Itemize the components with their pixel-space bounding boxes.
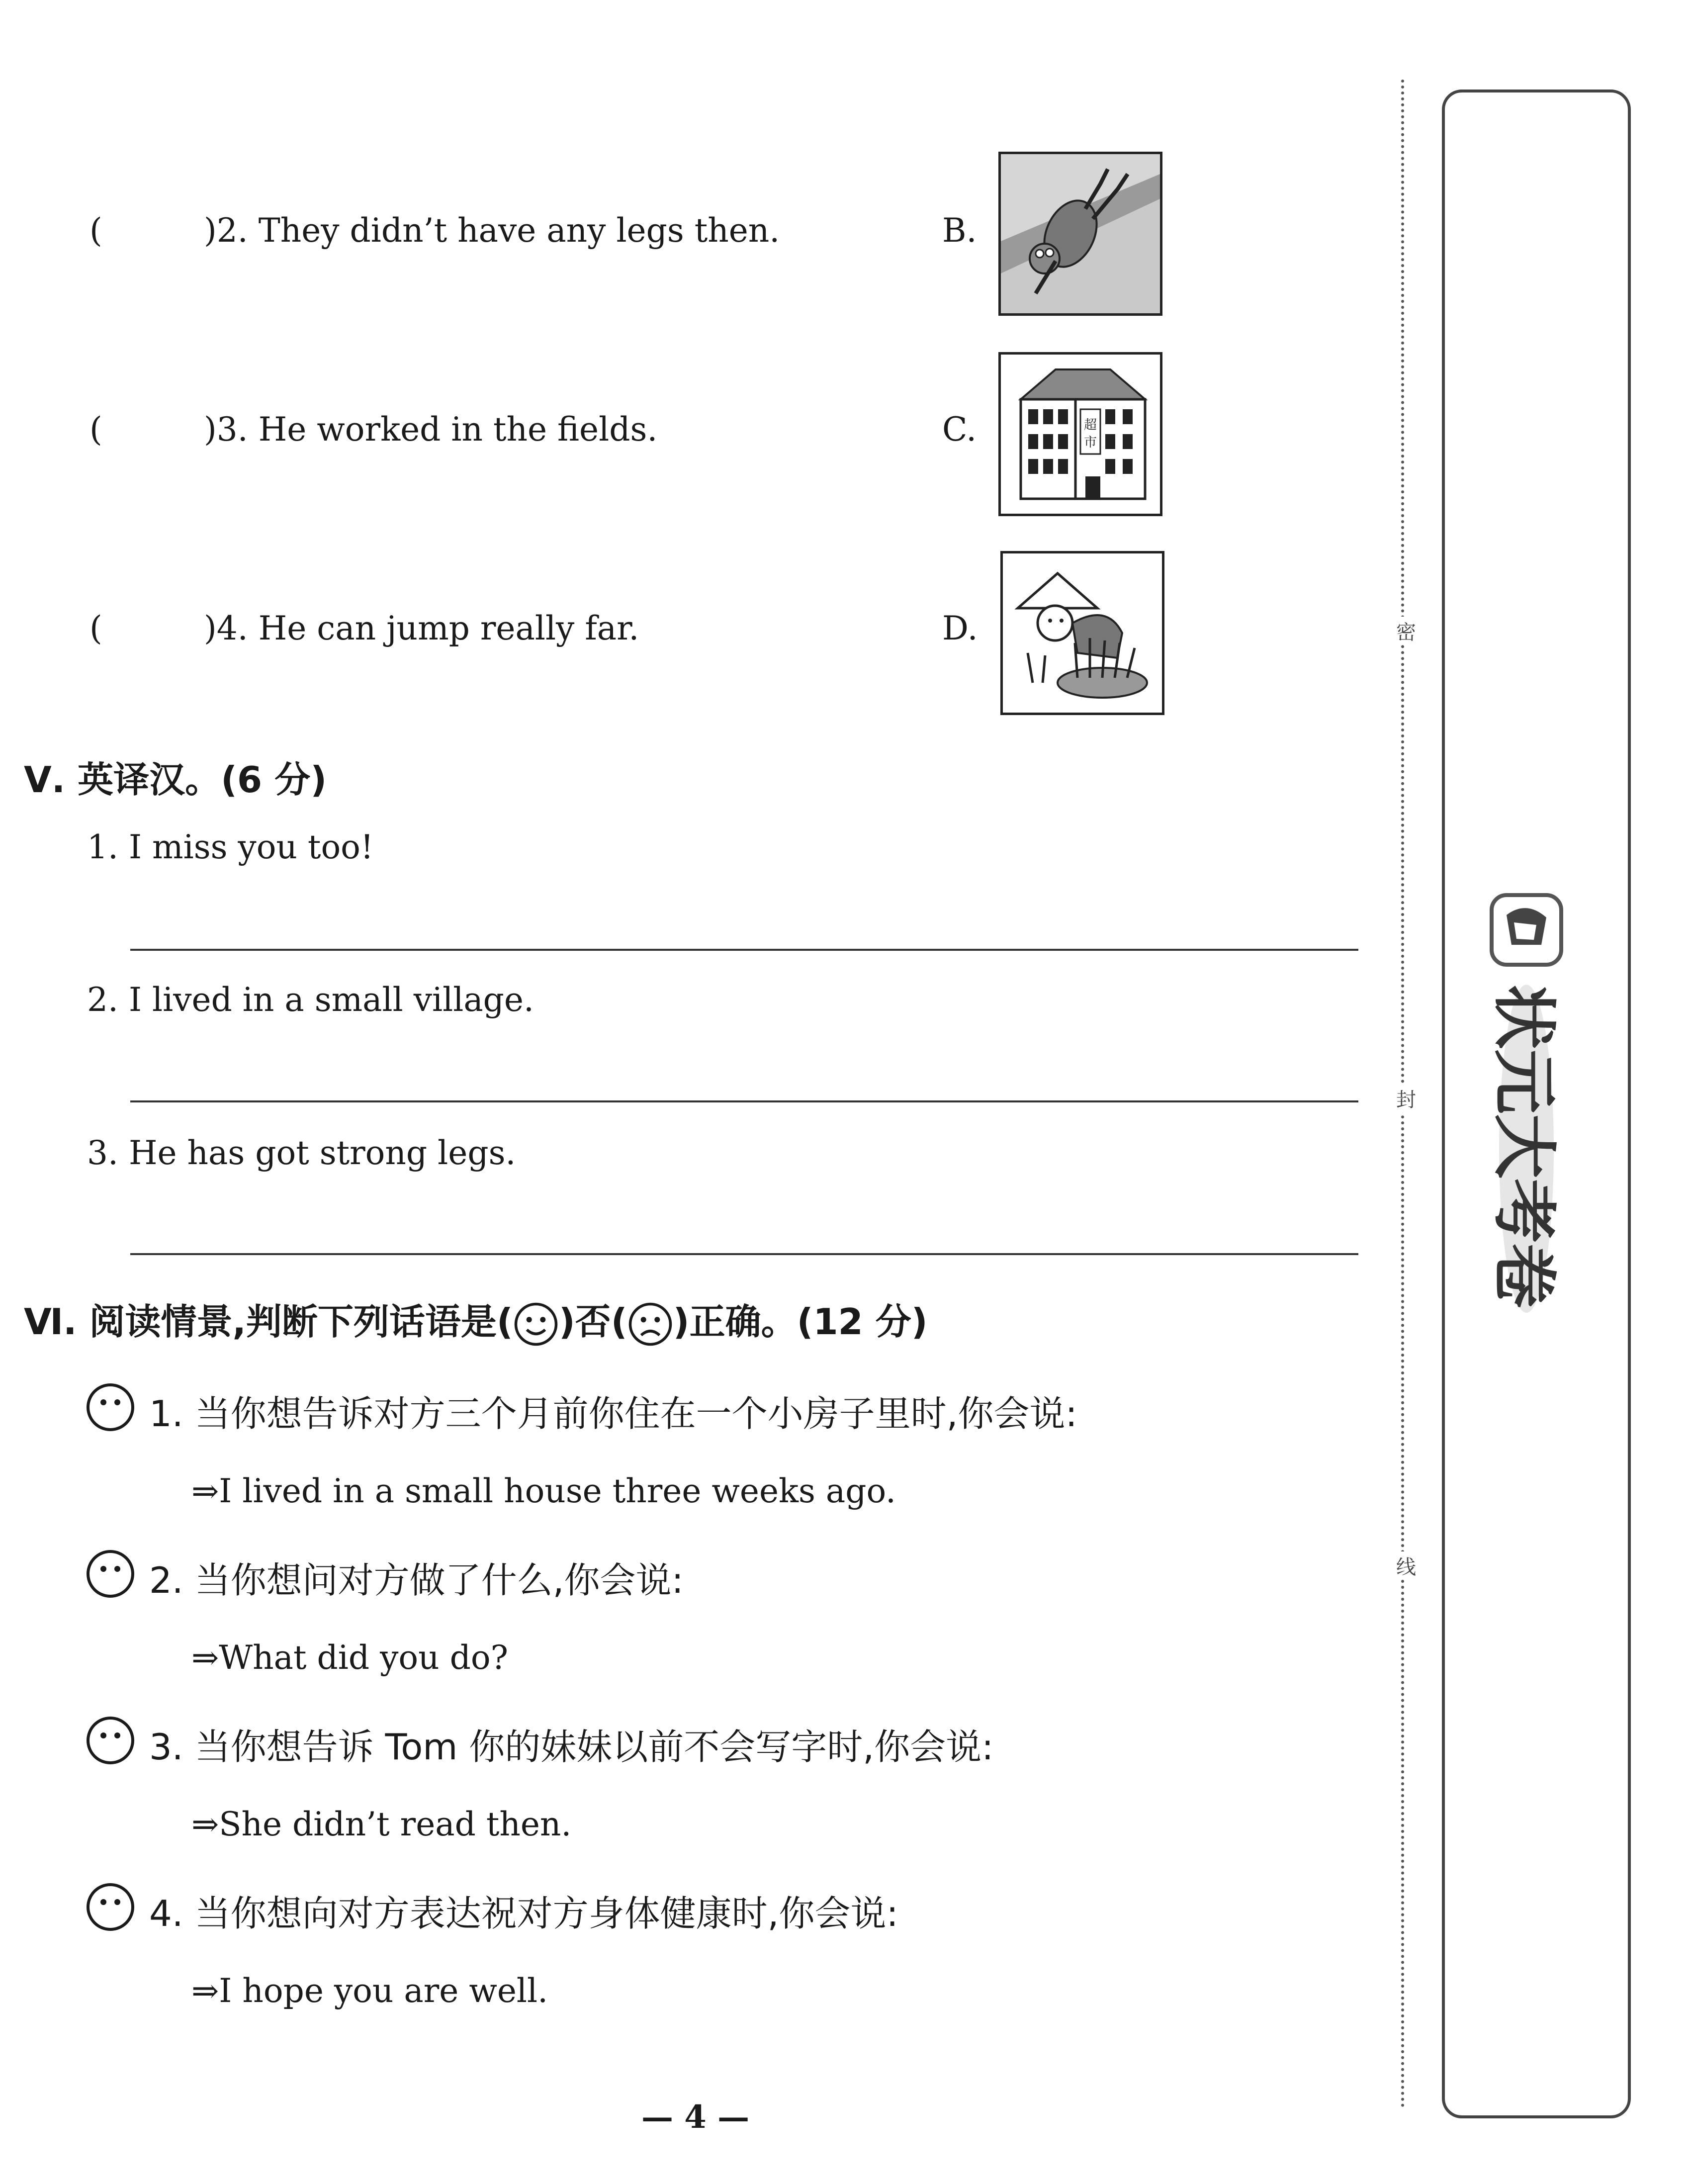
answer-paren[interactable]: (: [89, 410, 102, 449]
response-4: ⇒I hope you are well.: [191, 1972, 548, 2010]
seal-mark: 线: [1396, 1551, 1416, 1580]
blank-face-icon[interactable]: [86, 1549, 135, 1599]
scenario-4: 4. 当你想向对方表达祝对方身体健康时,你会说:: [149, 1893, 898, 1934]
farmer-picture: [1000, 551, 1164, 715]
page-number: — 4 —: [641, 2098, 750, 2136]
seal-mark: 封: [1396, 1084, 1416, 1112]
blank-face-icon[interactable]: [86, 1882, 135, 1932]
brand-name-text: 状元大考卷: [1486, 985, 1562, 1308]
frog-picture: [998, 152, 1162, 316]
matching-item-2: ( )2. They didn’t have any legs then.: [89, 211, 780, 250]
answer-line-1[interactable]: [130, 949, 1358, 951]
translate-item-2: 2. I lived in a small village.: [87, 981, 534, 1019]
blank-face-icon[interactable]: [86, 1716, 135, 1765]
supermarket-sign-line2: 市: [1083, 435, 1097, 450]
translate-item-1: 1. I miss you too!: [87, 828, 374, 866]
section-5-title: Ⅴ. 英译汉。(6 分): [24, 759, 327, 801]
blank-face-icon[interactable]: [86, 1382, 135, 1432]
response-2: ⇒What did you do?: [191, 1638, 508, 1677]
scenario-2: 2. 当你想问对方做了什么,你会说:: [149, 1559, 684, 1601]
matching-item-3: ( )3. He worked in the fields.: [89, 410, 658, 449]
brand-logo-icon: [1487, 890, 1566, 970]
option-letter-d: D.: [942, 609, 978, 647]
translate-item-3: 3. He has got strong legs.: [87, 1134, 516, 1172]
option-letter-b: B.: [942, 211, 977, 250]
answer-line-2[interactable]: [130, 1100, 1358, 1102]
section-6-title: Ⅵ. 阅读情景,判断下列话语是( )否( )正确。(12 分): [24, 1293, 928, 1347]
option-letter-c: C.: [942, 410, 977, 449]
supermarket-sign-line1: 超: [1083, 418, 1097, 433]
brand-name-logo: [1482, 975, 1581, 1323]
matching-item-4: ( )4. He can jump really far.: [89, 609, 639, 647]
scenario-3: 3. 当你想告诉 Tom 你的妹妹以前不会写字时,你会说:: [149, 1726, 994, 1768]
response-1: ⇒I lived in a small house three weeks ago.: [191, 1472, 896, 1510]
smile-face-icon: [513, 1301, 559, 1347]
answer-paren[interactable]: (: [89, 609, 102, 647]
answer-paren[interactable]: (: [89, 211, 102, 250]
matching-text: 3. He worked in the fields.: [216, 410, 658, 449]
supermarket-picture: [998, 352, 1162, 516]
scenario-1: 1. 当你想告诉对方三个月前你住在一个小房子里时,你会说:: [149, 1393, 1077, 1435]
sad-face-icon: [627, 1301, 673, 1347]
matching-text: 2. They didn’t have any legs then.: [216, 211, 780, 250]
answer-line-3[interactable]: [130, 1253, 1358, 1255]
response-3: ⇒She didn’t read then.: [191, 1805, 572, 1843]
matching-text: 4. He can jump really far.: [216, 609, 639, 647]
seal-mark: 密: [1396, 617, 1416, 645]
